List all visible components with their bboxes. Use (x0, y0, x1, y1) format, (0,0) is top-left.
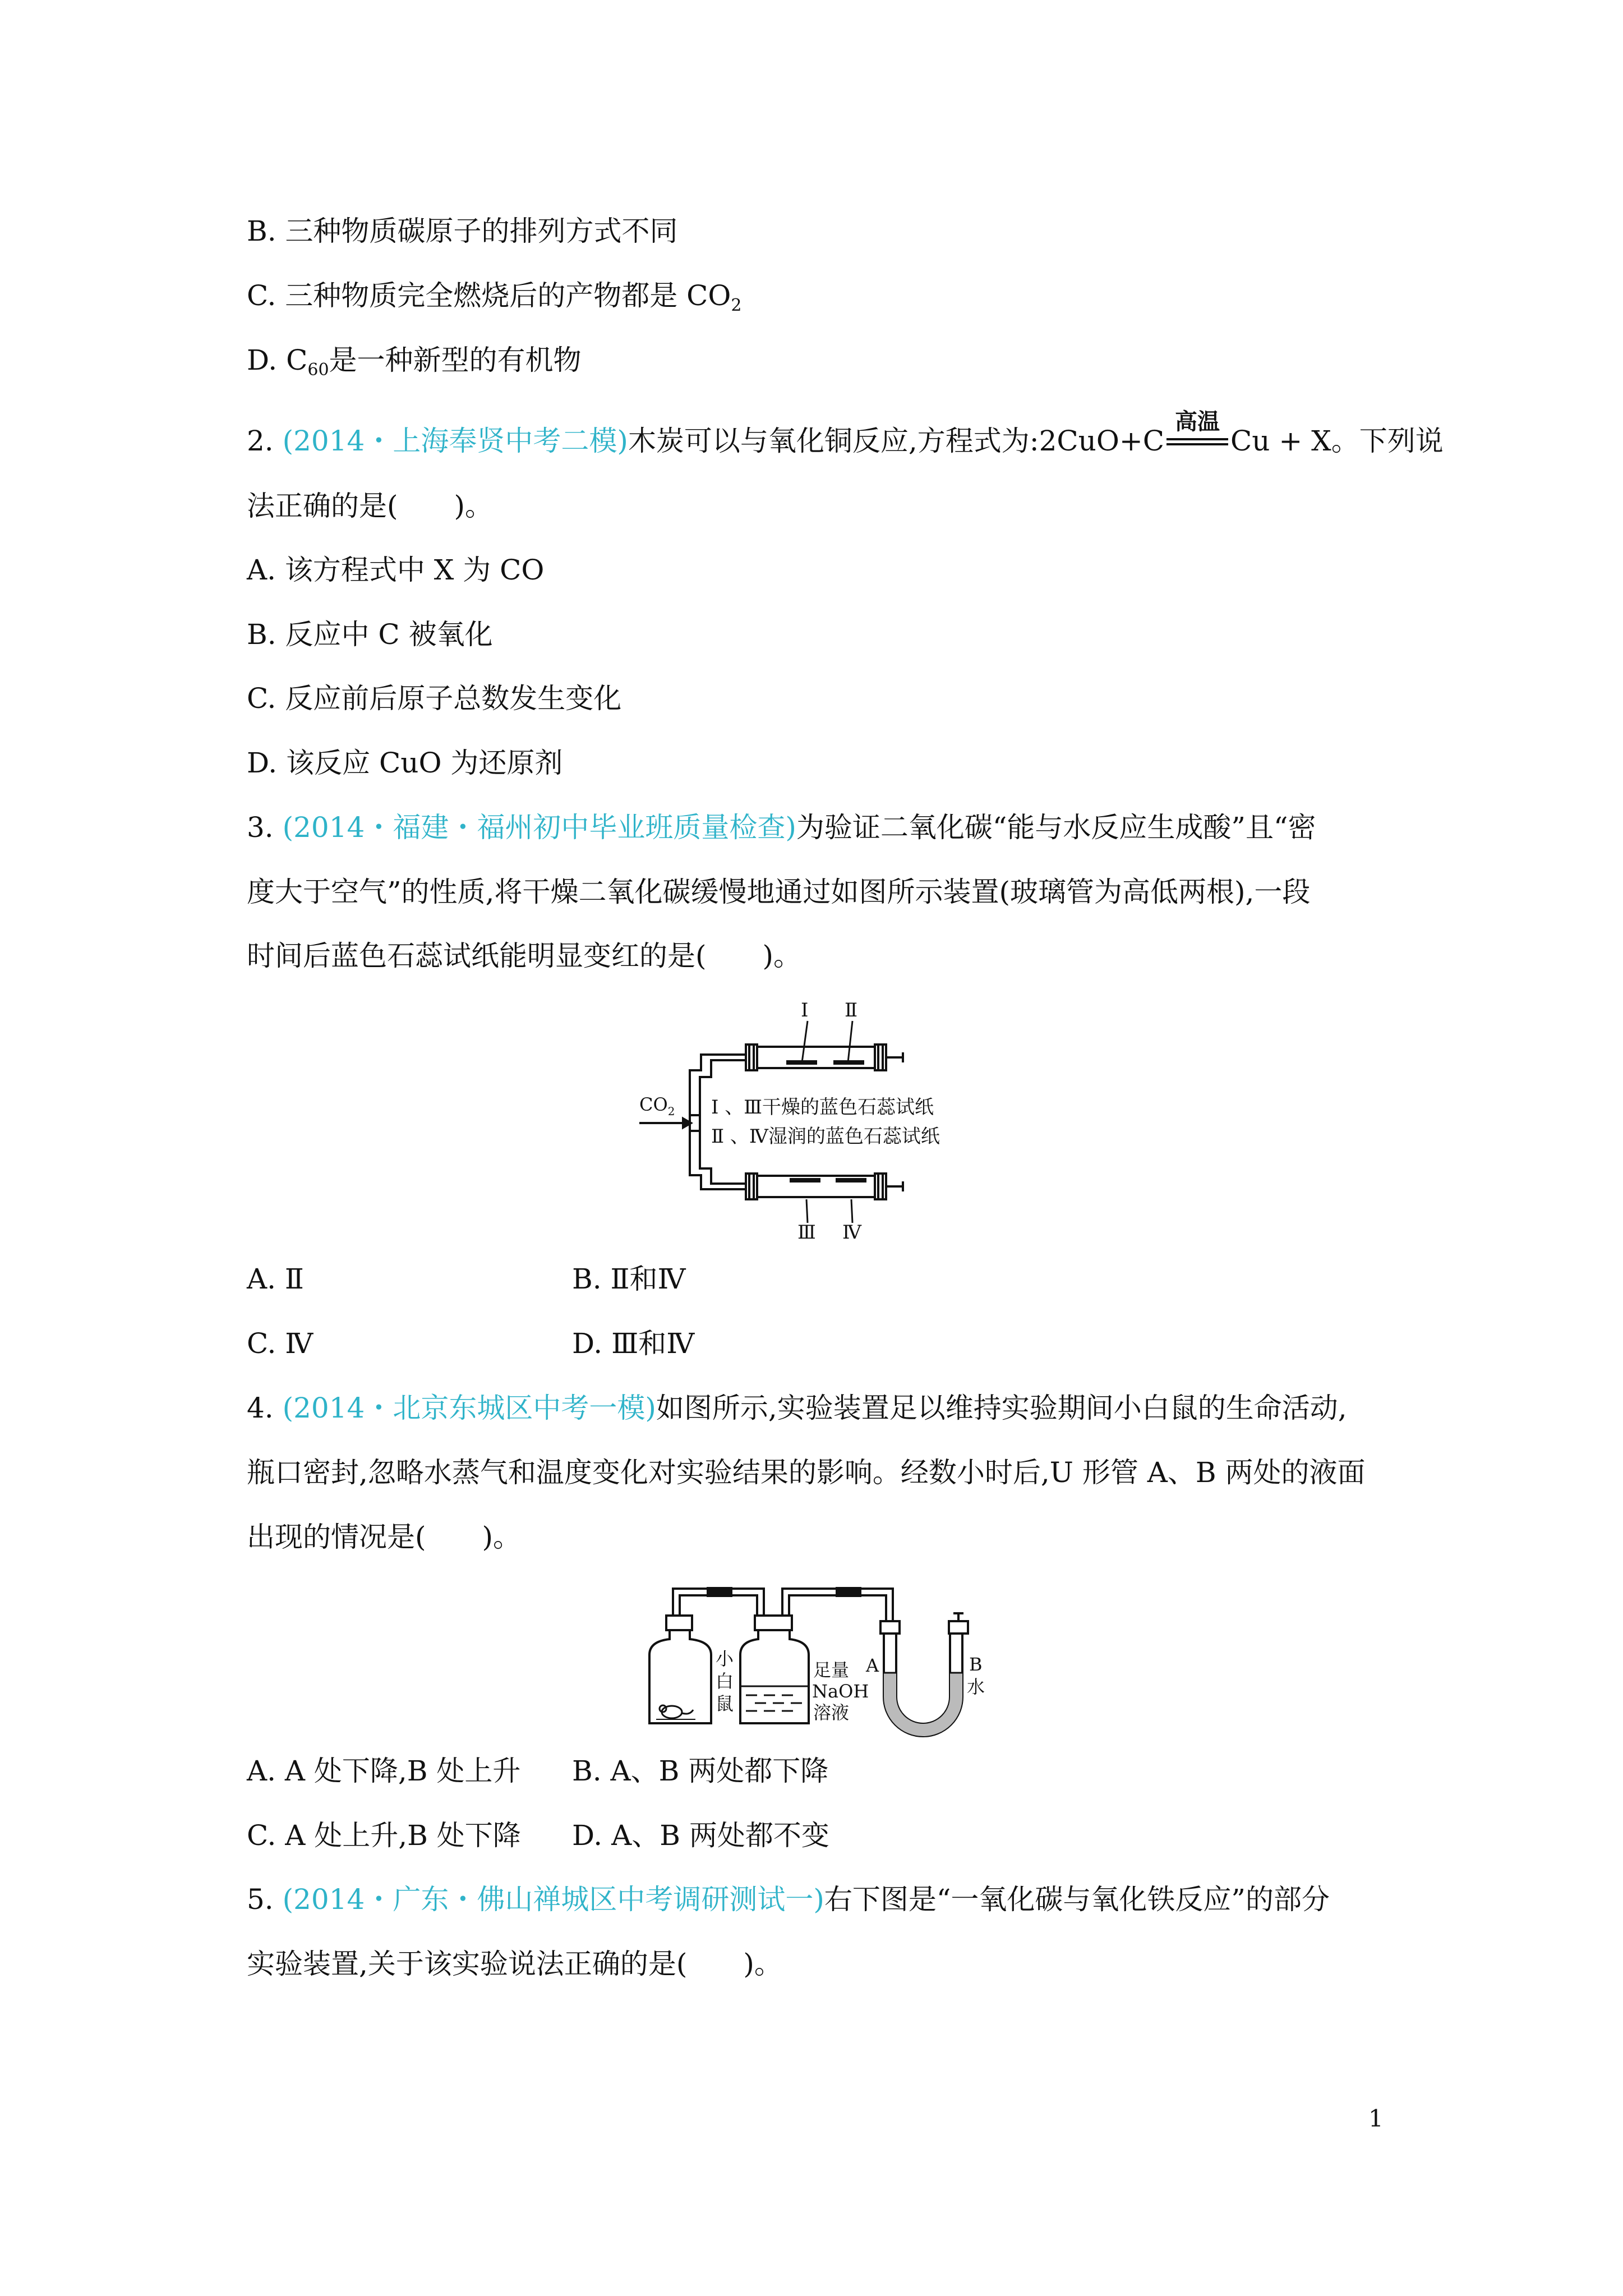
label-roman-4: Ⅳ (842, 1221, 861, 1240)
mouse-icon (656, 1705, 695, 1719)
label-roman-2: Ⅱ (845, 999, 858, 1022)
q2-option-a: A. 该方程式中 X 为 CO (247, 554, 545, 586)
q3-stem-line2: 度大于空气”的性质,将干燥二氧化碳缓慢地通过如图所示装置(玻璃管为高低两根),一段 (247, 876, 1311, 908)
label-roman-1: Ⅰ (801, 999, 809, 1022)
q2-option-b: B. 反应中 C 被氧化 (247, 618, 493, 651)
q3-option-b: B. Ⅱ和Ⅳ (572, 1263, 686, 1295)
equation-condition: 高温 (1164, 424, 1230, 458)
q1-option-b: B. 三种物质碳原子的排列方式不同 (247, 215, 678, 247)
q3-option-c: C. Ⅳ (247, 1327, 313, 1360)
paper-4 (836, 1178, 866, 1182)
q3-number: 3. (247, 811, 283, 844)
q4-stem-line3: 出现的情况是( )。 (247, 1521, 522, 1553)
q2-option-d: D. 该反应 CuO 为还原剂 (247, 747, 563, 779)
q4-stem-line1: 4. (2014・北京东城区中考一模)如图所示,实验装置足以维持实验期间小白鼠的生命活动, (247, 1392, 1347, 1424)
q2-stem-line2: 法正确的是( )。 (247, 490, 494, 522)
q4-stem-line2: 瓶口密封,忽略水蒸气和温度变化对实验结果的影响。经数小时后,U 形管 A、B 两处的液面 (247, 1456, 1366, 1489)
co2-apparatus-diagram (639, 999, 1054, 1240)
paper-2 (833, 1060, 864, 1065)
q5-stem-line1: 5. (2014・广东・佛山禅城区中考调研测试一)右下图是“一氧化碳与氧化铁反应”的部分 (247, 1883, 1330, 1916)
q3-stem-line1: 3. (2014・福建・福州初中毕业班质量检查)为验证二氧化碳“能与水反应生成酸”且“密 (247, 811, 1316, 844)
q2-number: 2. (247, 425, 283, 457)
mouse-naoh-utube-diagram (645, 1576, 1026, 1739)
label-mouse-2: 白 (716, 1671, 734, 1692)
q2-option-c: C. 反应前后原子总数发生变化 (247, 682, 622, 715)
q2-source: (2014・上海奉贤中考二模) (282, 425, 628, 457)
label-mouse-1: 小 (716, 1648, 734, 1669)
q5-source: (2014・广东・佛山禅城区中考调研测试一) (282, 1883, 824, 1916)
q4-option-c: C. A 处上升,B 处下降 (247, 1819, 521, 1852)
label-a: A (866, 1655, 879, 1676)
label-naoh-3: 溶液 (813, 1702, 850, 1723)
q1-option-d: D. $C_{60}$是一种新型的有机物 (247, 344, 582, 380)
legend-wet-paper: Ⅱ 、Ⅳ湿润的蓝色石蕊试纸 (711, 1125, 940, 1148)
label-naoh-2: NaOH (812, 1681, 869, 1702)
label-water: 水 (967, 1676, 985, 1697)
q3-source: (2014・福建・福州初中毕业班质量检查) (282, 811, 796, 844)
q4-option-d: D. A、B 两处都不变 (572, 1819, 829, 1852)
legend-dry-paper: Ⅰ 、Ⅲ干燥的蓝色石蕊试纸 (711, 1096, 934, 1119)
q1-option-c: C. 三种物质完全燃烧后的产物都是 $CO_2$ (247, 279, 742, 315)
q5-number: 5. (247, 1883, 283, 1916)
paper-3 (790, 1178, 820, 1182)
q3-stem-line3: 时间后蓝色石蕊试纸能明显变红的是( )。 (247, 940, 802, 972)
q3-option-a: A. Ⅱ (247, 1263, 304, 1295)
q5-stem-line2: 实验装置,关于该实验说法正确的是( )。 (247, 1948, 782, 1980)
q4-source: (2014・北京东城区中考一模) (282, 1392, 656, 1424)
co2-label: $CO_2$ (639, 1094, 675, 1118)
q2-stem-line1: 2. (2014・上海奉贤中考二模)木炭可以与氧化铜反应,方程式为:2CuO+C 高温 Cu + X。下列说 (247, 408, 1444, 457)
label-naoh-1: 足量 (813, 1659, 850, 1681)
paper-1 (786, 1060, 817, 1065)
label-roman-3: Ⅲ (797, 1221, 816, 1240)
q4-number: 4. (247, 1392, 283, 1424)
label-mouse-3: 鼠 (716, 1693, 734, 1714)
q4-option-a: A. A 处下降,B 处上升 (247, 1755, 521, 1787)
label-b: B (969, 1654, 983, 1675)
q3-option-d: D. Ⅲ和Ⅳ (572, 1327, 695, 1360)
q4-option-b: B. A、B 两处都下降 (572, 1755, 829, 1787)
page-number: 1 (1368, 2105, 1384, 2132)
